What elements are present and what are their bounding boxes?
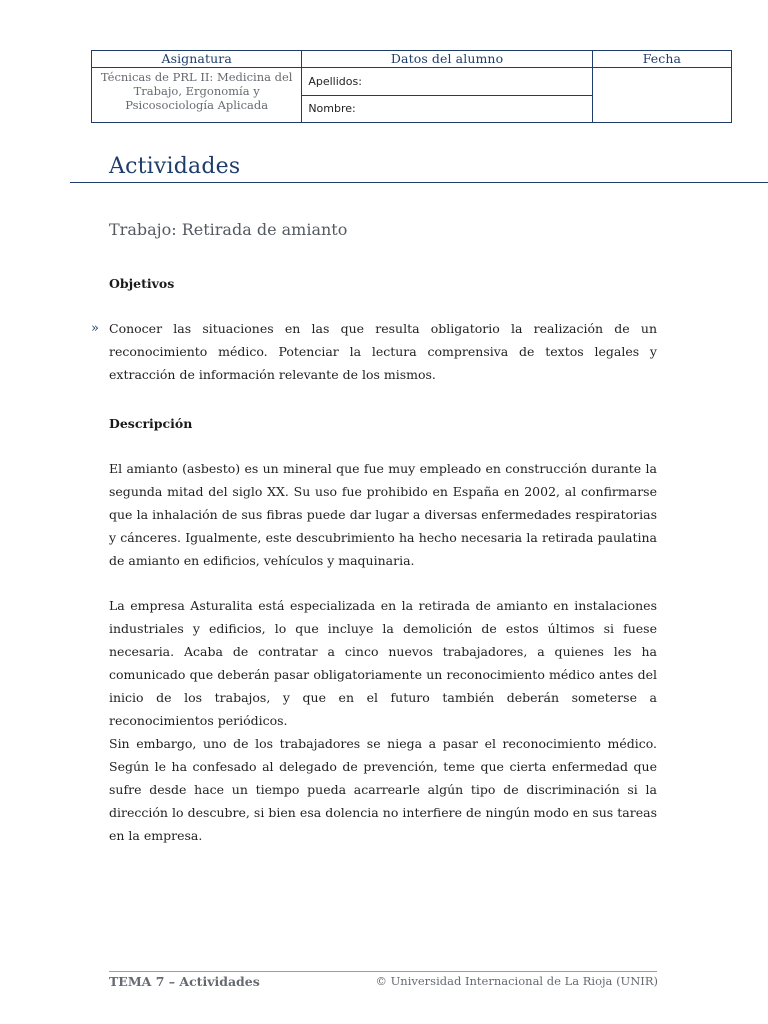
header-date: Fecha: [592, 51, 731, 68]
surname-field[interactable]: Apellidos:: [302, 68, 592, 96]
footer-divider: [109, 971, 657, 972]
description-paragraph-1: El amianto (asbesto) es un mineral que fue muy empleado en construcción durante la segunda mitad del siglo XX. Su uso fue prohibido en España en 2002, al confirmarse que la inhalación de sus fibras puede dar lugar a diversas enfermedades respiratorias y cánceres. Igualmente, este descubrimiento ha hecho necesaria la retirada paulatina de amianto en edificios, vehículos y maquinaria.: [109, 461, 657, 568]
footer-topic: TEMA 7 – Actividades: [109, 974, 260, 989]
section-title: Actividades: [109, 154, 241, 179]
header-student-data: Datos del alumno: [302, 51, 592, 68]
date-field[interactable]: [592, 68, 731, 123]
footer-copyright: © Universidad Internacional de La Rioja (UNIR): [375, 974, 658, 988]
description-paragraph-3: Sin embargo, uno de los trabajadores se niega a pasar el reconocimiento médico. Según le ha confesado al delegado de prevención, teme que cierta enfermedad que sufre desde hace un tiempo pueda acarrearle algún tipo de discriminación si la dirección lo descubre, si bien esa dolencia no interfiere de ningún modo en sus tareas en la empresa.: [109, 736, 657, 843]
work-subtitle: Trabajo: Retirada de amianto: [109, 220, 348, 239]
bullet-icon: »: [91, 321, 99, 336]
header-subject: Asignatura: [92, 51, 302, 68]
header-row: [92, 51, 732, 68]
header-table: [91, 50, 732, 123]
surname-row: [92, 68, 732, 96]
objectives-heading: Objetivos: [109, 276, 175, 291]
subject-value: Técnicas de PRL II: Medicina del Trabajo, Ergonomía y Psicosociología Aplicada: [92, 68, 302, 123]
description-paragraph-2: La empresa Asturalita está especializada en la retirada de amianto en instalaciones industriales y edificios, lo que incluye la demolición de estos últimos si fuese necesaria. Acaba de contratar a cinco nuevos trabajadores, a quienes les ha comunicado que deberán pasar obligatoriamente un reconocimiento médico antes del inicio de los trabajos, y que en el futuro también deberán someterse a reconocimientos periódicos.: [109, 598, 657, 728]
description-heading: Descripción: [109, 416, 193, 431]
title-divider: [70, 182, 768, 183]
name-field[interactable]: Nombre:: [302, 95, 592, 123]
objectives-text: Conocer las situaciones en las que resulta obligatorio la realización de un reconocimiento médico. Potenciar la lectura comprensiva de textos legales y extracción de información relevante de los mismos.: [109, 321, 657, 382]
